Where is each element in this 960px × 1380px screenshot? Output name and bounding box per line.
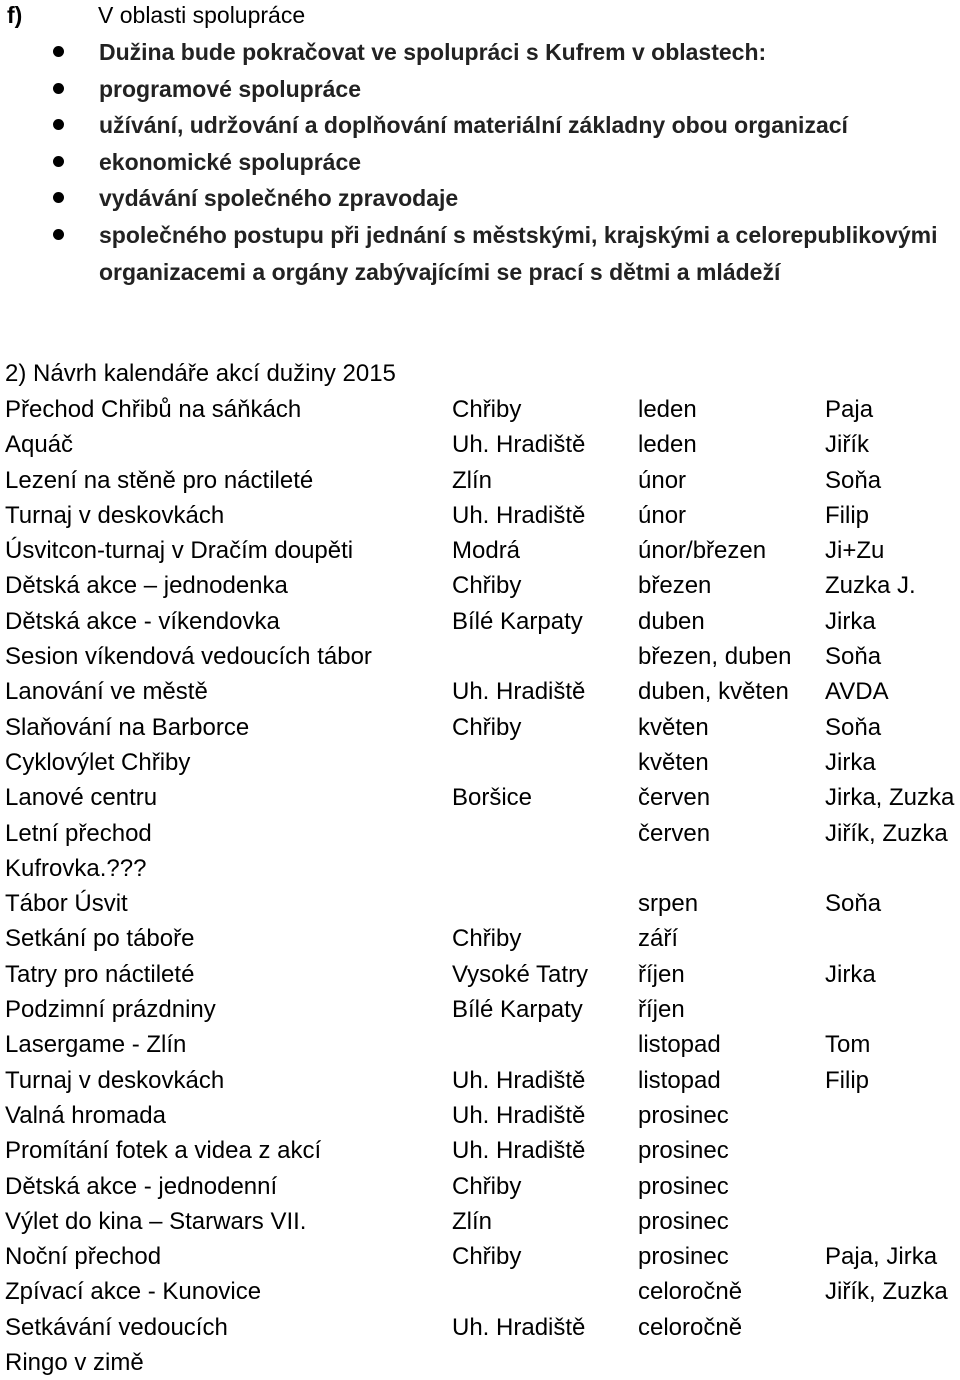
event-name: Výlet do kina – Starwars VII.: [5, 1207, 307, 1235]
table-row: [0, 1274, 960, 1309]
event-name: Tatry pro náctileté: [5, 960, 195, 988]
event-month: říjen: [638, 996, 685, 1024]
table-row: [0, 1310, 960, 1345]
event-organizer: Filip: [825, 501, 870, 529]
table-row: [0, 1027, 960, 1062]
event-month: listopad: [638, 1066, 721, 1094]
table-row: [0, 992, 960, 1027]
table-row: [0, 1063, 960, 1098]
event-place: Chřiby: [452, 1172, 522, 1200]
event-month: celoročně: [638, 1313, 743, 1341]
table-row: [0, 1133, 960, 1168]
event-month: únor/březen: [638, 537, 767, 565]
event-organizer: Jiřík: [825, 431, 869, 459]
event-organizer: Ji+Zu: [825, 537, 885, 565]
list-item: [0, 144, 960, 181]
bullet-icon: [53, 229, 64, 240]
event-month: říjen: [638, 960, 685, 988]
event-name: Kufrovka.???: [5, 854, 147, 882]
event-name: Přechod Chřibů na sáňkách: [5, 396, 302, 423]
event-name: Ringo v zimě: [5, 1349, 144, 1377]
bullet-icon: [53, 156, 64, 167]
table-row: [0, 1098, 960, 1133]
event-organizer: Zuzka J.: [825, 572, 916, 600]
event-name: Noční přechod: [5, 1243, 162, 1271]
list-item: [0, 71, 960, 108]
event-place: Chřiby: [452, 1243, 522, 1271]
section-f-heading: [0, 0, 960, 30]
section-f-label: f): [7, 2, 23, 28]
event-name: Podzimní prázdniny: [5, 996, 216, 1024]
bullet-text: programové spolupráce: [99, 75, 362, 102]
table-row: [0, 674, 960, 709]
bullet-text: Dužina bude pokračovat ve spolupráci s Kufrem v oblastech:: [99, 39, 767, 65]
event-place: Uh. Hradiště: [452, 1101, 586, 1129]
event-place: Modrá: [452, 537, 521, 565]
table-row: [0, 392, 960, 427]
event-month: únor: [638, 501, 687, 529]
calendar-title: 2) Návrh kalendáře akcí dužiny 2015: [5, 360, 396, 387]
table-row: [0, 921, 960, 956]
event-month: prosinec: [638, 1243, 729, 1271]
event-name: Lanové centru: [5, 784, 158, 812]
table-row: [0, 780, 960, 815]
event-place: Boršice: [452, 784, 533, 812]
event-month: prosinec: [638, 1137, 729, 1165]
table-row: [0, 957, 960, 992]
bullet-text: užívání, udržování a doplňování materiální základny obou organizací: [99, 112, 848, 139]
event-place: Chřiby: [452, 572, 522, 600]
table-row: [0, 1345, 960, 1380]
event-month: duben: [638, 607, 705, 635]
event-organizer: Soňa: [825, 643, 882, 671]
event-organizer: Jirka: [825, 960, 876, 988]
event-organizer: AVDA: [825, 678, 889, 706]
table-row: [0, 427, 960, 462]
event-name: Dětská akce - jednodenní: [5, 1172, 278, 1200]
cooperation-bullet-list: [0, 34, 960, 290]
event-month: únor: [638, 466, 687, 494]
event-month: prosinec: [638, 1207, 729, 1235]
event-month: březen, duben: [638, 643, 792, 671]
event-place: Uh. Hradiště: [452, 1313, 586, 1341]
event-organizer: Filip: [825, 1066, 870, 1094]
event-place: Zlín: [452, 1207, 493, 1235]
event-name: Letní přechod: [5, 819, 152, 847]
event-name: Zpívací akce - Kunovice: [5, 1278, 262, 1306]
event-month: duben, květen: [638, 678, 789, 706]
event-place: Bílé Karpaty: [452, 607, 583, 635]
event-month: červen: [638, 819, 711, 847]
event-month: listopad: [638, 1031, 721, 1059]
event-month: celoročně: [638, 1278, 743, 1306]
event-name: Tábor Úsvit: [5, 890, 128, 918]
table-row: [0, 1204, 960, 1239]
event-month: leden: [638, 431, 697, 459]
event-organizer: Paja: [825, 396, 874, 423]
event-place: Uh. Hradiště: [452, 431, 586, 459]
table-row: [0, 533, 960, 568]
event-place: Uh. Hradiště: [452, 1066, 586, 1094]
table-row: [0, 498, 960, 533]
list-item: [0, 180, 960, 217]
event-place: Uh. Hradiště: [452, 501, 586, 529]
bullet-icon: [53, 46, 64, 57]
event-name: Valná hromada: [5, 1101, 166, 1129]
bullet-text: společného postupu při jednání s městskými, krajskými a celorepublikovými organizacemi a orgány zabývajícími se prací s dětmi a mládeží: [99, 221, 938, 285]
event-organizer: Soňa: [825, 713, 882, 741]
event-month: červen: [638, 784, 711, 812]
table-row: [0, 745, 960, 780]
event-month: září: [638, 925, 679, 953]
event-organizer: Paja, Jirka: [825, 1243, 938, 1271]
event-month: srpen: [638, 890, 699, 918]
table-row: [0, 1169, 960, 1204]
event-month: květen: [638, 748, 709, 776]
table-row: [0, 851, 960, 886]
event-name: Promítání fotek a videa z akcí: [5, 1137, 322, 1165]
event-place: Bílé Karpaty: [452, 996, 583, 1024]
bullet-icon: [53, 119, 64, 130]
calendar-table: [0, 392, 960, 1380]
event-organizer: Soňa: [825, 890, 882, 918]
table-row: [0, 816, 960, 851]
bullet-icon: [53, 192, 64, 203]
table-row: [0, 1239, 960, 1274]
event-name: Lanování ve městě: [5, 678, 208, 706]
bullet-text: vydávání společného zpravodaje: [99, 185, 459, 212]
event-name: Slaňování na Barborce: [5, 713, 250, 741]
event-organizer: Tom: [825, 1031, 871, 1059]
event-name: Turnaj v deskovkách: [5, 1066, 225, 1094]
event-place: Chřiby: [452, 713, 522, 741]
event-place: Uh. Hradiště: [452, 1137, 586, 1165]
event-organizer: Jirka, Zuzka: [825, 784, 955, 812]
event-name: Turnaj v deskovkách: [5, 501, 225, 529]
event-place: Uh. Hradiště: [452, 678, 586, 706]
event-organizer: Jiřík, Zuzka: [825, 819, 948, 847]
event-name: Lasergame - Zlín: [5, 1031, 187, 1059]
table-row: [0, 604, 960, 639]
table-row: [0, 568, 960, 603]
bullet-text: ekonomické spolupráce: [99, 148, 362, 175]
event-place: Vysoké Tatry: [452, 960, 589, 988]
table-row: [0, 463, 960, 498]
event-organizer: Jiřík, Zuzka: [825, 1278, 948, 1306]
event-organizer: Soňa: [825, 466, 882, 494]
list-item: [0, 34, 960, 71]
event-name: Dětská akce - víkendovka: [5, 607, 280, 635]
list-item: [0, 107, 960, 144]
event-month: leden: [638, 396, 697, 423]
event-place: Zlín: [452, 466, 493, 494]
event-organizer: Jirka: [825, 607, 876, 635]
event-month: květen: [638, 713, 709, 741]
event-name: Setkávání vedoucích: [5, 1313, 228, 1341]
event-organizer: Jirka: [825, 748, 876, 776]
table-row: [0, 886, 960, 921]
event-place: Chřiby: [452, 925, 522, 953]
table-row: [0, 710, 960, 745]
bullet-icon: [53, 83, 64, 94]
event-name: Setkání po táboře: [5, 925, 195, 953]
event-month: březen: [638, 572, 712, 600]
event-name: Dětská akce – jednodenka: [5, 572, 288, 600]
event-name: Sesion víkendová vedoucích tábor: [5, 643, 372, 671]
event-month: prosinec: [638, 1101, 729, 1129]
event-name: Úsvitcon-turnaj v Dračím doupěti: [5, 537, 354, 565]
list-item: [0, 217, 960, 290]
event-place: Chřiby: [452, 396, 522, 423]
section-f-title: V oblasti spolupráce: [98, 2, 306, 28]
event-name: Cyklovýlet Chřiby: [5, 748, 191, 776]
event-month: prosinec: [638, 1172, 729, 1200]
event-name: Lezení na stěně pro náctileté: [5, 466, 314, 494]
event-name: Aquáč: [5, 431, 74, 459]
table-row: [0, 639, 960, 674]
